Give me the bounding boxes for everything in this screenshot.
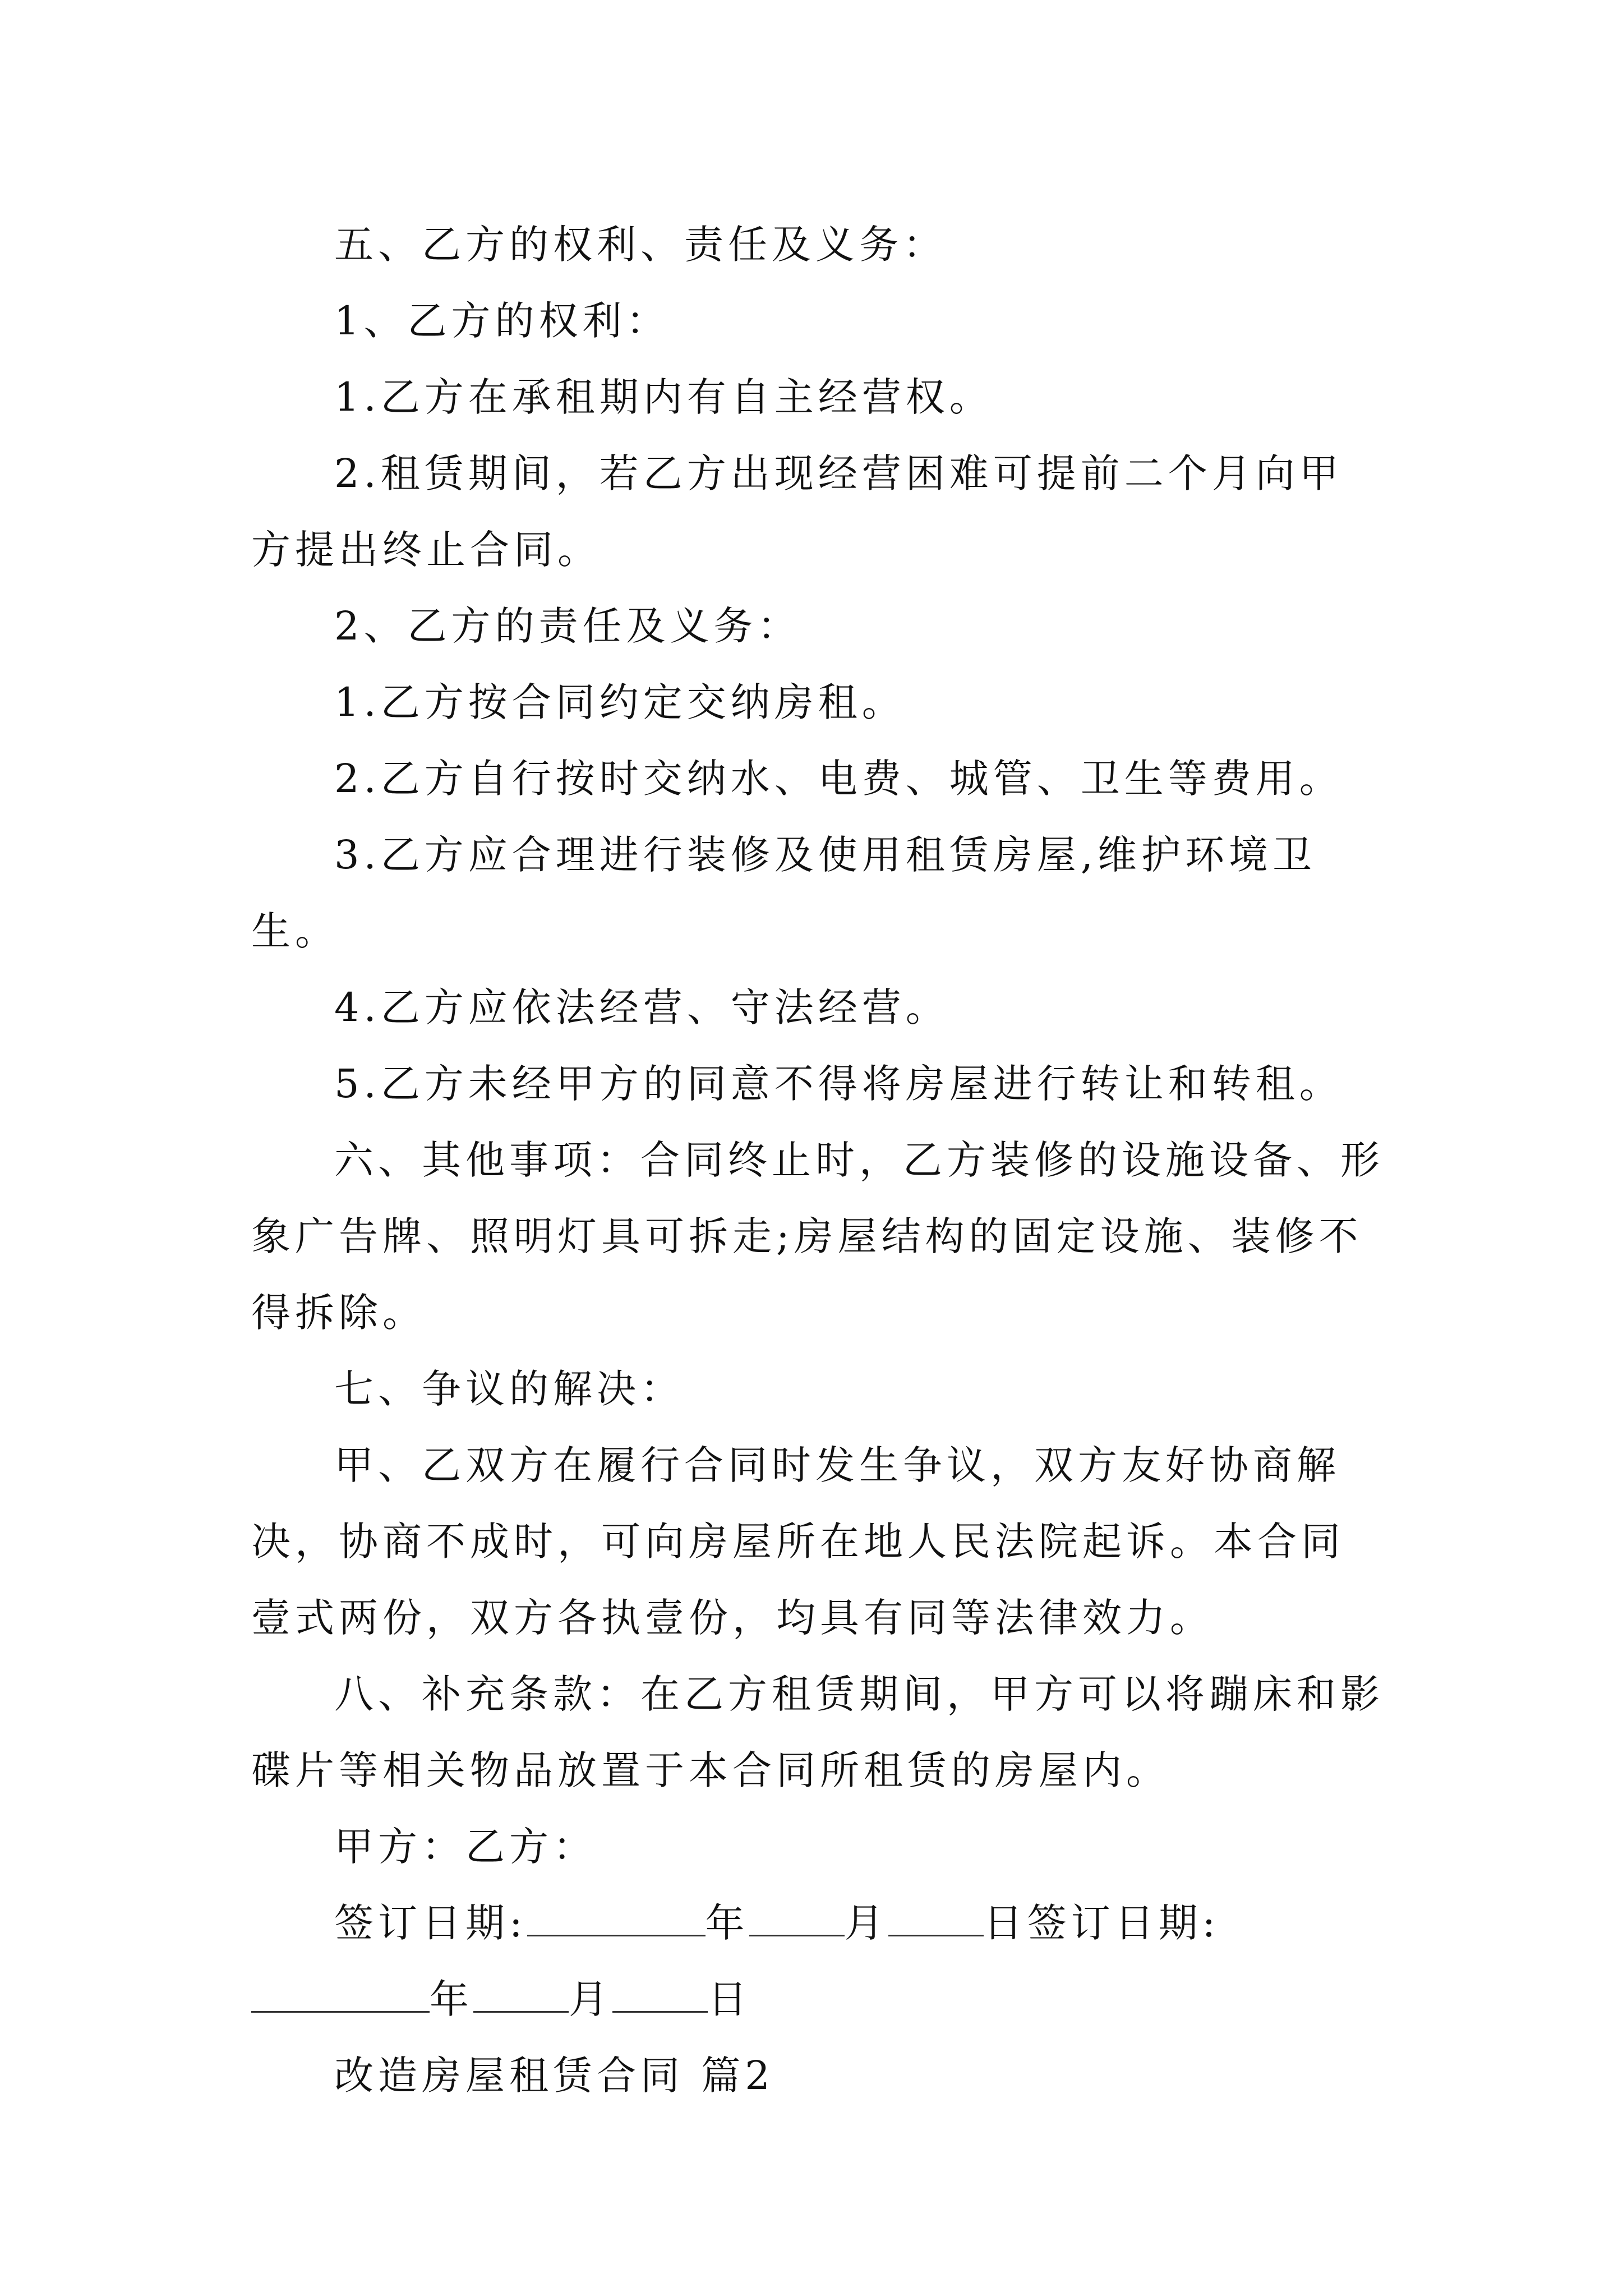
section-supplementary-terms: 八、补充条款：在乙方租赁期间，甲方可以将蹦床和影碟片等相关物品放置于本合同所租赁的房屋内。	[251, 1671, 1384, 1793]
date-blank-year	[251, 1977, 430, 2013]
month-label: 月	[569, 1976, 612, 2022]
clause-text: 3.乙方应合理进行装修及使用租赁房屋,维护环境卫生。	[251, 832, 1317, 954]
dispute-clause-text: 甲、乙双方在履行合同时发生争议，双方友好协商解决，协商不成时，可向房屋所在地人民法院起诉。本合同壹式两份，双方各执壹份，均具有同等法律效力。	[251, 1442, 1345, 1641]
next-contract-title: 改造房屋租赁合同 篇2	[334, 2053, 774, 2099]
section-heading-dispute: 七、争议的解决：	[334, 1366, 684, 1412]
signing-date-label: 签订日期:	[1027, 1900, 1220, 1946]
section-other-matters: 六、其他事项：合同终止时，乙方装修的设施设备、形象广告牌、照明灯具可拆走;房屋结构的固定设施、装修不得拆除。	[251, 1137, 1384, 1336]
month-label: 月	[844, 1900, 888, 1946]
year-label: 年	[430, 1976, 473, 2022]
clause-text: 2.乙方自行按时交纳水、电费、城管、卫生等费用。	[334, 756, 1343, 802]
signature-parties-line: 甲方：乙方：	[334, 1824, 597, 1870]
subsection-heading-duties: 2、乙方的责任及义务：	[334, 603, 801, 649]
clause-text: 1.乙方按合同约定交纳房租。	[334, 679, 906, 725]
document-body	[251, 206, 1384, 2114]
date-blank-year	[527, 1901, 706, 1936]
date-blank-month	[749, 1901, 845, 1936]
clause-text: 4.乙方应依法经营、守法经营。	[334, 984, 949, 1030]
section-heading-party-b-rights: 五、乙方的权利、责任及义务：	[334, 222, 947, 268]
date-blank-day	[612, 1977, 708, 2013]
clause-text: 2.租赁期间，若乙方出现经营困难可提前二个月向甲方提出终止合同。	[251, 450, 1343, 573]
date-blank-day	[888, 1901, 984, 1936]
day-label: 日	[983, 1900, 1027, 1946]
year-label: 年	[705, 1900, 749, 1946]
day-label: 日	[708, 1976, 751, 2022]
subsection-heading-rights: 1、乙方的权利：	[334, 298, 670, 344]
date-blank-month	[473, 1977, 569, 2013]
signing-date-line	[251, 1885, 1384, 2037]
clause-text: 5.乙方未经甲方的同意不得将房屋进行转让和转租。	[334, 1061, 1343, 1107]
signing-date-label: 签订日期:	[334, 1900, 527, 1946]
clause-text: 1.乙方在承租期内有自主经营权。	[334, 374, 993, 420]
